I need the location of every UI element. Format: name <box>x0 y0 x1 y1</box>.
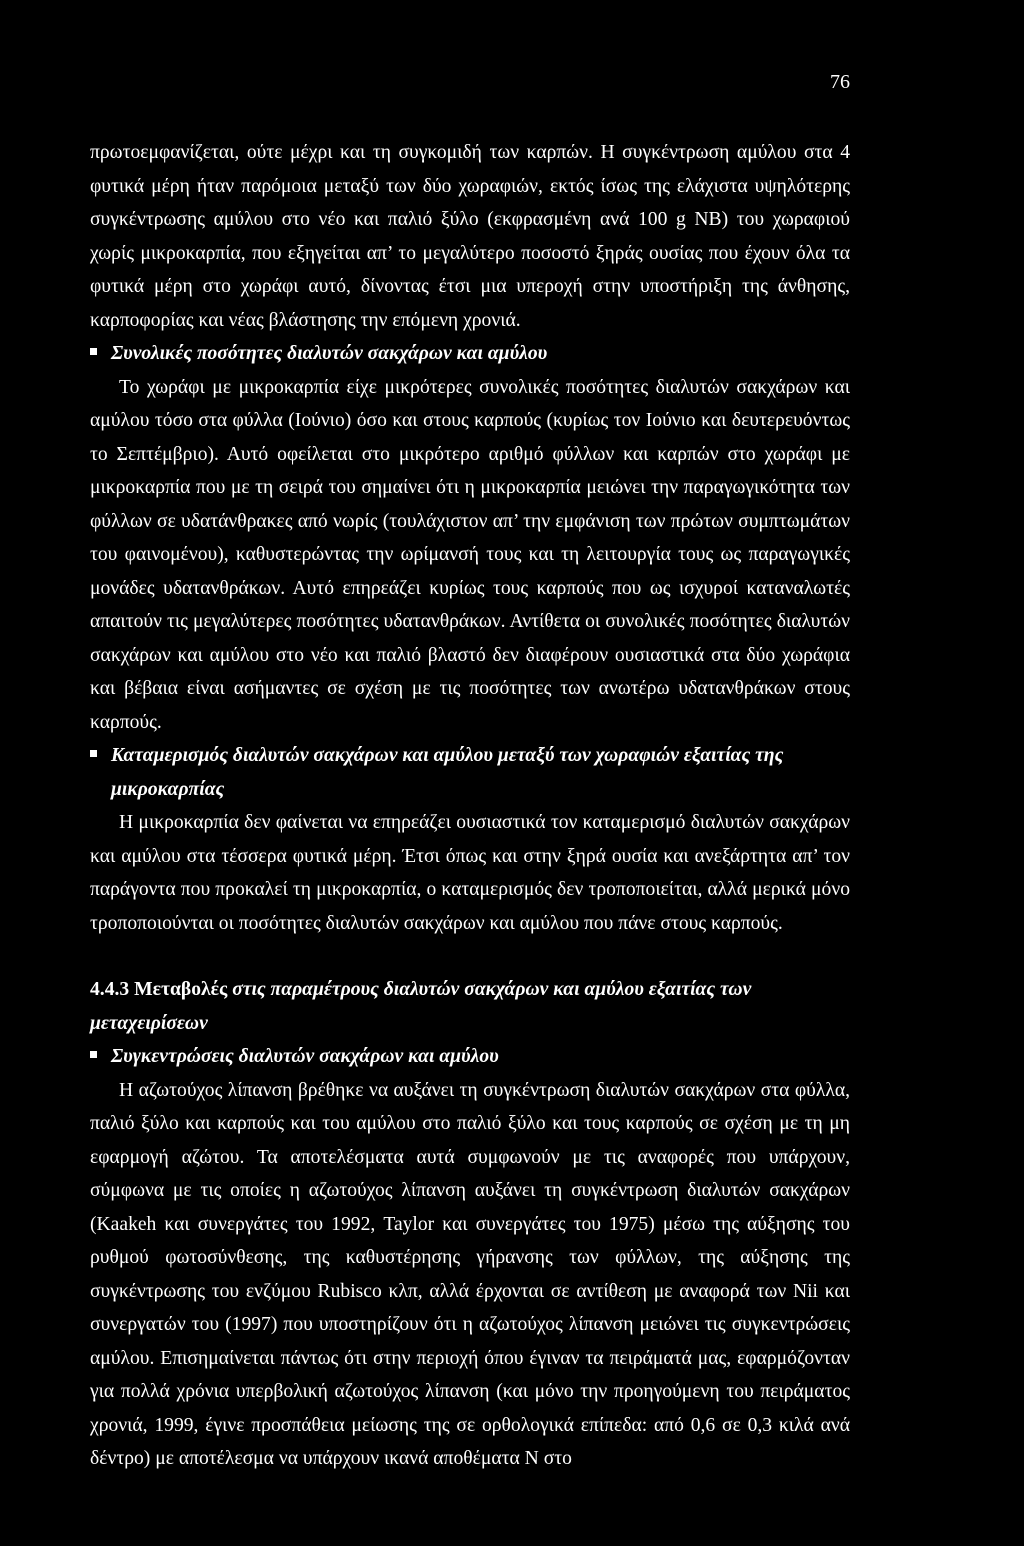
heading-text: Συνολικές ποσότητες διαλυτών σακχάρων και αμύλου <box>111 343 548 364</box>
paragraph-partitioning: Η μικροκαρπία δεν φαίνεται να επηρεάζει ουσιαστικά τον καταμερισμό διαλυτών σακχάρων και αμύλου στα τέσσερα φυτικά μέρη. Έτσι όπως και στην ξηρά ουσία και ανεξάρτητα απ’ τον παράγοντα που προκαλεί τη μικροκαρπία, ο καταμερισμός δεν τροποποιείται, αλλά μερικά μόνο τροποποιούνται οι ποσότητες διαλυτών σακχάρων και αμύλου που πάνε στους καρπούς. <box>90 812 850 934</box>
section-title-italic: στις παραμέτρους διαλυτών σακχάρων και αμύλου εξαιτίας των μεταχειρίσεων <box>90 979 752 1034</box>
document-body <box>90 136 850 1476</box>
heading-text: Καταμερισμός διαλυτών σακχάρων και αμύλου μεταξύ των χωραφιών εξαιτίας της μικροκαρπίας <box>111 745 784 800</box>
paragraph-nitrogen-fertilization: Η αζωτούχος λίπανση βρέθηκε να αυξάνει τη συγκέντρωση διαλυτών σακχάρων στα φύλλα, παλιό ξύλο και καρπούς και του αμύλου στο παλιό ξύλο και τους καρπούς σε σχέση με τη μη εφαρμογή αζώτου. Τα αποτελέσματα αυτά συμφωνούν με τις αναφορές που υπάρχουν, σύμφωνα με τις οποίες η αζωτούχος λίπανση αυξάνει τη συγκέντρωση διαλυτών σακχάρων (Kaakeh και συνεργάτες του 1992, Taylor και συνεργάτες του 1975) μέσω της αύξησης του ρυθμού φωτοσύνθεσης, της καθυστέρησης γήρανσης των φύλλων, της αύξησης της συγκέντρωσης του ενζύμου Rubisco κλπ, αλλά έρχονται σε αντίθεση με αναφορά των Nii και συνεργατών του (1997) που υποστηρίζουν ότι η αζωτούχος λίπανση μειώνει τις συγκεντρώσεις αμύλου. Επισημαίνεται πάντως ότι στην περιοχή όπου έγιναν τα πειράματά μας, εφαρμόζονταν για πολλά χρόνια υπερβολική αζωτούχος λίπανση (και μόνο την προηγούμενη του πειράματος χρονιά, 1999, έγινε προσπάθεια μείωσης της σε ορθολογικά επίπεδα: από 0,6 σε 0,3 κιλά ανά δέντρο) με αποτέλεσμα να υπάρχουν ικανά αποθέματα Ν στο <box>90 1079 850 1469</box>
section-number: 4.4.3 <box>90 979 130 1000</box>
section-title <box>90 973 850 1040</box>
page-number: 76 <box>830 71 850 93</box>
paragraph-total-quantities: Το χωράφι με μικροκαρπία είχε μικρότερες συνολικές ποσότητες διαλυτών σακχάρων και αμύλου τόσο στα φύλλα (Ιούνιο) όσο και στους καρπούς (κυρίως τον Ιούνιο και δευτερευόντως το Σεπτέμβριο). Αυτό οφείλεται στο μικρότερο αριθμό φύλλων και καρπών στο χωράφι με μικροκαρπία που με τη σειρά του σημαίνει ότι η μικροκαρπία μειώνει την παραγωγικότητα των φύλλων σε υδατάνθρακες από νωρίς (τουλάχιστον απ’ την εμφάνιση των πρώτων συμπτωμάτων του φαινομένου), καθυστερώντας την ωρίμανσή τους και τη λειτουργία τους ως παραγωγικές μονάδες υδατανθράκων. Αυτό επηρεάζει κυρίως τους καρπούς που ως ισχυροί καταναλωτές απαιτούν τις μεγαλύτερες ποσότητες υδατανθράκων. Αντίθετα οι συνολικές ποσότητες διαλυτών σακχάρων και αμύλου στο νέο και παλιό βλαστό δεν διαφέρουν ουσιαστικά στα δύο χωράφια και βέβαια είναι ασήμαντες σε σχέση με τις ποσότητες των ανωτέρω υδατανθράκων στους καρπούς. <box>90 376 850 733</box>
heading-concentrations <box>90 1040 850 1074</box>
section-title-plain: Μεταβολές <box>134 979 228 1000</box>
heading-partitioning <box>90 739 850 806</box>
paragraph-starch-concentration: πρωτοεμφανίζεται, ούτε μέχρι και τη συγκομιδή των καρπών. Η συγκέντρωση αμύλου στα 4 φυτικά μέρη ήταν παρόμοια μεταξύ των δύο χωραφιών, εκτός ίσως της ελάχιστα υψηλότερης συγκέντρωσης αμύλου στο νέο και παλιό ξύλο (εκφρασμένη ανά 100 g ΝΒ) του χωραφιού χωρίς μικροκαρπία, που εξηγείται απ’ το μεγαλύτερο ποσοστό ξηράς ουσίας που έχουν όλα τα φυτικά μέρη στο χωράφι αυτό, δίνοντας έτσι μια υπεροχή στην υποστήριξη της άνθησης, καρποφορίας και νέας βλάστησης την επόμενη χρονιά. <box>90 142 850 331</box>
bullet-icon <box>90 750 97 757</box>
heading-text: Συγκεντρώσεις διαλυτών σακχάρων και αμύλου <box>111 1046 499 1067</box>
bullet-icon <box>90 348 97 355</box>
heading-total-quantities <box>90 337 850 371</box>
bullet-icon <box>90 1051 97 1058</box>
